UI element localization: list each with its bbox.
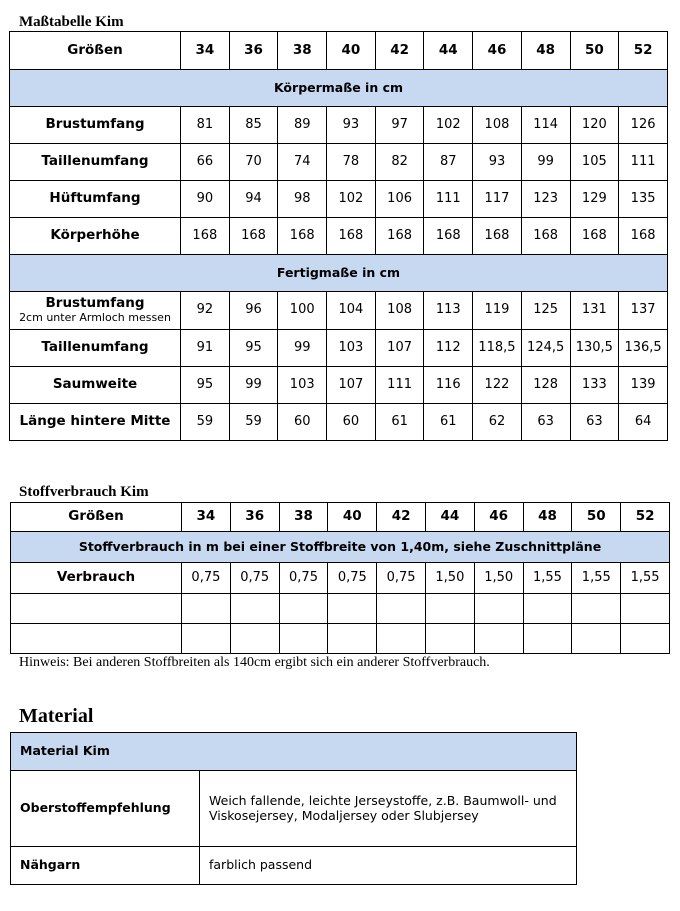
measurement-value: 117 — [473, 181, 522, 218]
material-key: Oberstoffempfehlung — [11, 771, 200, 847]
fabric-size-header-cell: 34 — [182, 503, 231, 532]
measurement-value: 63 — [570, 404, 619, 441]
empty-cell — [523, 594, 572, 624]
measurement-value: 81 — [181, 107, 230, 144]
measurement-value: 113 — [424, 292, 473, 330]
fabric-consumption-value: 1,50 — [425, 563, 474, 594]
measurement-value: 120 — [570, 107, 619, 144]
mass-header-row — [10, 32, 668, 70]
measurement-value: 102 — [424, 107, 473, 144]
fabric-size-header-cell: 46 — [474, 503, 523, 532]
measurement-value: 74 — [278, 144, 327, 181]
measurement-value: 102 — [327, 181, 376, 218]
measurement-row — [10, 144, 668, 181]
measurement-row — [10, 181, 668, 218]
fabric-header-row — [11, 503, 670, 532]
empty-cell — [377, 624, 426, 654]
measurement-value: 111 — [619, 144, 668, 181]
empty-cell — [474, 594, 523, 624]
measurement-value: 103 — [327, 330, 376, 367]
material-table — [10, 732, 577, 885]
section-finished-label: Fertigmaße in cm — [10, 255, 668, 292]
measurement-value: 64 — [619, 404, 668, 441]
fabric-table — [10, 502, 670, 654]
measurement-label-text: Saumweite — [52, 376, 138, 393]
measurement-value: 168 — [473, 218, 522, 255]
measurement-value: 136,5 — [619, 330, 668, 367]
fabric-consumption-value: 1,55 — [523, 563, 572, 594]
measurement-value: 116 — [424, 367, 473, 404]
measurement-value: 168 — [278, 218, 327, 255]
empty-cell — [230, 594, 279, 624]
fabric-consumption-value: 0,75 — [328, 563, 377, 594]
empty-cell — [572, 624, 621, 654]
measurement-value: 60 — [278, 404, 327, 441]
measurement-value: 105 — [570, 144, 619, 181]
measurement-value: 99 — [521, 144, 570, 181]
empty-cell — [230, 624, 279, 654]
measurement-value: 112 — [424, 330, 473, 367]
material-value: farblich passend — [200, 847, 577, 885]
measurement-value: 98 — [278, 181, 327, 218]
measurement-label — [10, 181, 181, 218]
measurement-value: 100 — [278, 292, 327, 330]
fabric-section-row — [11, 532, 670, 563]
material-header-label: Material Kim — [11, 733, 577, 771]
measurement-value: 168 — [229, 218, 278, 255]
fabric-size-header-cell: 42 — [377, 503, 426, 532]
measurement-value: 106 — [375, 181, 424, 218]
material-row — [11, 847, 577, 885]
measurement-label-text: Körperhöhe — [50, 227, 140, 244]
section-finished-measurements — [10, 255, 668, 292]
measurement-row — [10, 404, 668, 441]
fabric-consumption-value: 0,75 — [182, 563, 231, 594]
fabric-table-title: Stoffverbrauch Kim — [19, 484, 149, 500]
fabric-sizes-header-label: Größen — [11, 503, 182, 532]
measurement-label-text: Brustumfang — [45, 116, 145, 133]
fabric-consumption-value: 1,50 — [474, 563, 523, 594]
measurement-value: 111 — [424, 181, 473, 218]
measurement-value: 66 — [181, 144, 230, 181]
measurement-label — [10, 107, 181, 144]
measurement-value: 59 — [181, 404, 230, 441]
measurement-value: 92 — [181, 292, 230, 330]
measurement-value: 133 — [570, 367, 619, 404]
measurement-label — [10, 144, 181, 181]
measurement-value: 93 — [327, 107, 376, 144]
measurement-label-text: Länge hintere Mitte — [19, 413, 171, 430]
section-body-measurements — [10, 70, 668, 107]
measurement-row — [10, 218, 668, 255]
measurement-value: 85 — [229, 107, 278, 144]
mass-table — [9, 31, 668, 441]
measurement-value: 87 — [424, 144, 473, 181]
measurement-value: 95 — [229, 330, 278, 367]
measurement-value: 108 — [375, 292, 424, 330]
measurement-value: 168 — [521, 218, 570, 255]
measurement-value: 135 — [619, 181, 668, 218]
measurement-value: 94 — [229, 181, 278, 218]
sizes-header-label: Größen — [10, 32, 181, 70]
size-header-cell: 42 — [375, 32, 424, 70]
fabric-consumption-row — [11, 563, 670, 594]
empty-cell — [523, 624, 572, 654]
measurement-value: 61 — [424, 404, 473, 441]
empty-cell — [474, 624, 523, 654]
empty-cell — [621, 624, 670, 654]
size-header-cell: 34 — [181, 32, 230, 70]
measurement-value: 119 — [473, 292, 522, 330]
measurement-value: 126 — [619, 107, 668, 144]
material-row — [11, 771, 577, 847]
measurement-value: 137 — [619, 292, 668, 330]
measurement-value: 111 — [375, 367, 424, 404]
measurement-row — [10, 330, 668, 367]
material-title: Material — [19, 705, 94, 727]
measurement-label — [10, 292, 181, 330]
measurement-value: 96 — [229, 292, 278, 330]
measurement-value: 89 — [278, 107, 327, 144]
measurement-sublabel: 2cm unter Armloch messen — [19, 310, 171, 324]
fabric-consumption-value: 1,55 — [572, 563, 621, 594]
measurement-label — [10, 404, 181, 441]
measurement-value: 82 — [375, 144, 424, 181]
size-header-cell: 48 — [521, 32, 570, 70]
measurement-value: 99 — [229, 367, 278, 404]
measurement-label — [10, 367, 181, 404]
size-header-cell: 52 — [619, 32, 668, 70]
measurement-value: 128 — [521, 367, 570, 404]
empty-cell — [425, 594, 474, 624]
measurement-value: 91 — [181, 330, 230, 367]
measurement-row — [10, 292, 668, 330]
measurement-value: 99 — [278, 330, 327, 367]
mass-table-title: Maßtabelle Kim — [19, 14, 124, 30]
empty-cell — [328, 624, 377, 654]
size-header-cell: 38 — [278, 32, 327, 70]
empty-cell — [11, 624, 182, 654]
measurement-value: 123 — [521, 181, 570, 218]
empty-cell — [279, 624, 328, 654]
empty-cell — [279, 594, 328, 624]
measurement-label — [10, 330, 181, 367]
measurement-label — [10, 218, 181, 255]
measurement-value: 168 — [375, 218, 424, 255]
fabric-consumption-value: 0,75 — [377, 563, 426, 594]
fabric-row-label: Verbrauch — [11, 563, 182, 594]
measurement-value: 131 — [570, 292, 619, 330]
measurement-value: 60 — [327, 404, 376, 441]
section-body-label: Körpermaße in cm — [10, 70, 668, 107]
measurement-value: 168 — [570, 218, 619, 255]
measurement-value: 129 — [570, 181, 619, 218]
empty-cell — [182, 624, 231, 654]
measurement-value: 61 — [375, 404, 424, 441]
fabric-empty-row — [11, 594, 670, 624]
measurement-value: 90 — [181, 181, 230, 218]
measurement-value: 130,5 — [570, 330, 619, 367]
measurement-value: 107 — [375, 330, 424, 367]
empty-cell — [11, 594, 182, 624]
size-header-cell: 46 — [473, 32, 522, 70]
measurement-row — [10, 367, 668, 404]
size-header-cell: 44 — [424, 32, 473, 70]
measurement-value: 168 — [327, 218, 376, 255]
measurement-row — [10, 107, 668, 144]
fabric-size-header-cell: 50 — [572, 503, 621, 532]
measurement-value: 124,5 — [521, 330, 570, 367]
measurement-value: 93 — [473, 144, 522, 181]
fabric-empty-row — [11, 624, 670, 654]
fabric-size-header-cell: 36 — [230, 503, 279, 532]
empty-cell — [572, 594, 621, 624]
material-header-row — [11, 733, 577, 771]
measurement-value: 59 — [229, 404, 278, 441]
empty-cell — [182, 594, 231, 624]
measurement-label-text: Hüftumfang — [49, 190, 141, 207]
measurement-value: 125 — [521, 292, 570, 330]
measurement-label-text: Brustumfang — [45, 295, 145, 312]
measurement-value: 78 — [327, 144, 376, 181]
measurement-value: 114 — [521, 107, 570, 144]
empty-cell — [621, 594, 670, 624]
size-header-cell: 40 — [327, 32, 376, 70]
fabric-note: Hinweis: Bei anderen Stoffbreiten als 140cm ergibt sich ein anderer Stoffverbrauch. — [19, 655, 490, 670]
empty-cell — [425, 624, 474, 654]
size-header-cell: 50 — [570, 32, 619, 70]
fabric-size-header-cell: 40 — [328, 503, 377, 532]
measurement-value: 168 — [424, 218, 473, 255]
fabric-consumption-value: 1,55 — [621, 563, 670, 594]
fabric-size-header-cell: 38 — [279, 503, 328, 532]
measurement-value: 103 — [278, 367, 327, 404]
measurement-value: 122 — [473, 367, 522, 404]
measurement-value: 70 — [229, 144, 278, 181]
measurement-value: 97 — [375, 107, 424, 144]
measurement-label-text: Taillenumfang — [41, 339, 149, 356]
fabric-consumption-value: 0,75 — [230, 563, 279, 594]
material-key: Nähgarn — [11, 847, 200, 885]
measurement-value: 107 — [327, 367, 376, 404]
material-value: Weich fallende, leichte Jerseystoffe, z.B. Baumwoll- und Viskosejersey, Modaljersey oder Slubjersey — [200, 771, 577, 847]
measurement-value: 168 — [181, 218, 230, 255]
fabric-size-header-cell: 44 — [425, 503, 474, 532]
measurement-value: 62 — [473, 404, 522, 441]
measurement-value: 108 — [473, 107, 522, 144]
fabric-size-header-cell: 52 — [621, 503, 670, 532]
measurement-value: 63 — [521, 404, 570, 441]
measurement-value: 95 — [181, 367, 230, 404]
measurement-label-text: Taillenumfang — [41, 153, 149, 170]
measurement-value: 118,5 — [473, 330, 522, 367]
measurement-value: 139 — [619, 367, 668, 404]
fabric-section-label: Stoffverbrauch in m bei einer Stoffbreite von 1,40m, siehe Zuschnittpläne — [11, 532, 670, 563]
size-header-cell: 36 — [229, 32, 278, 70]
fabric-size-header-cell: 48 — [523, 503, 572, 532]
empty-cell — [328, 594, 377, 624]
measurement-value: 168 — [619, 218, 668, 255]
fabric-consumption-value: 0,75 — [279, 563, 328, 594]
measurement-value: 104 — [327, 292, 376, 330]
empty-cell — [377, 594, 426, 624]
